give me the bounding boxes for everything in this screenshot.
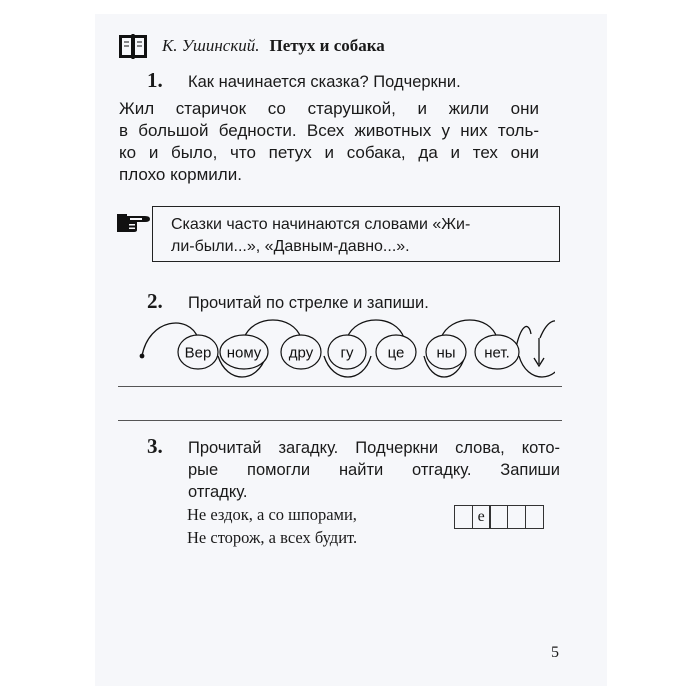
syllable-text: Вер: [184, 344, 212, 362]
riddle-line: Не ездок, а со шпорами,: [187, 505, 357, 524]
syllable-bubble: [328, 335, 366, 369]
syllable-bubble: [475, 335, 519, 369]
syllable-bubble: [178, 335, 218, 369]
paragraph-line: плохо кормили.: [119, 165, 242, 184]
page-number: 5: [551, 644, 559, 661]
syllable-bubble: [426, 335, 466, 369]
answer-cell[interactable]: [454, 505, 473, 529]
writing-line[interactable]: [118, 386, 562, 387]
book-icon: [118, 32, 148, 60]
chain-arrow-arc: [540, 321, 555, 338]
story-paragraph: [119, 98, 539, 186]
task-2-number: 2.: [147, 289, 163, 313]
syllable-bubble: [281, 335, 321, 369]
story-title: Петух и собака: [269, 36, 385, 55]
riddle-line: Не сторож, а всех будит.: [187, 528, 358, 547]
task-3-prompt: [188, 437, 560, 503]
riddle-text: [187, 503, 357, 549]
author-name: К. Ушинский.: [162, 36, 260, 55]
syllable-bubble: [220, 335, 268, 369]
syllable-bubble: [376, 335, 416, 369]
writing-line[interactable]: [118, 420, 562, 421]
task-1-prompt: Как начинается сказка? Подчеркни.: [188, 73, 461, 91]
answer-cell[interactable]: [489, 505, 508, 529]
syllable-text: ному: [226, 344, 262, 362]
chain-arrow-arc: [244, 320, 301, 338]
prompt-line: Прочитай загадку. Подчеркни слова, кото-: [188, 439, 560, 457]
rule-note-text: [171, 214, 549, 258]
story-header: [118, 32, 385, 60]
workbook-page: [95, 14, 607, 686]
syllable-chain: [135, 312, 555, 382]
chain-arrow-arc: [519, 356, 555, 377]
pointing-hand-icon: [117, 210, 153, 234]
prompt-line: рые помогли найти отгадку. Запиши: [188, 461, 560, 479]
task-2-prompt: Прочитай по стрелке и запиши.: [188, 294, 429, 312]
syllable-text: дру: [288, 344, 314, 362]
answer-cell[interactable]: [525, 505, 544, 529]
syllable-text: це: [387, 344, 405, 362]
answer-cell[interactable]: [507, 505, 526, 529]
paragraph-line: в большой бедности. Всех животных у них толь-: [119, 121, 539, 140]
rule-note-box: [152, 206, 560, 262]
paragraph-line: Жил старичок со старушкой, и жили они: [119, 99, 539, 118]
syllable-text: гу: [340, 344, 354, 362]
syllable-text: ны: [436, 344, 456, 362]
paragraph-line: ко и было, что петух и собака, да и тех они: [119, 143, 539, 162]
task-3-number: 3.: [147, 434, 163, 458]
answer-grid: [455, 505, 544, 529]
note-line: ли-были...», «Давным-давно...».: [171, 238, 410, 255]
task-1-number: 1.: [147, 68, 163, 92]
syllable-text: нет.: [484, 344, 510, 362]
note-line: Сказки часто начинаются словами «Жи-: [171, 216, 471, 233]
prompt-line: отгадку.: [188, 483, 248, 501]
answer-cell[interactable]: е: [472, 505, 491, 529]
